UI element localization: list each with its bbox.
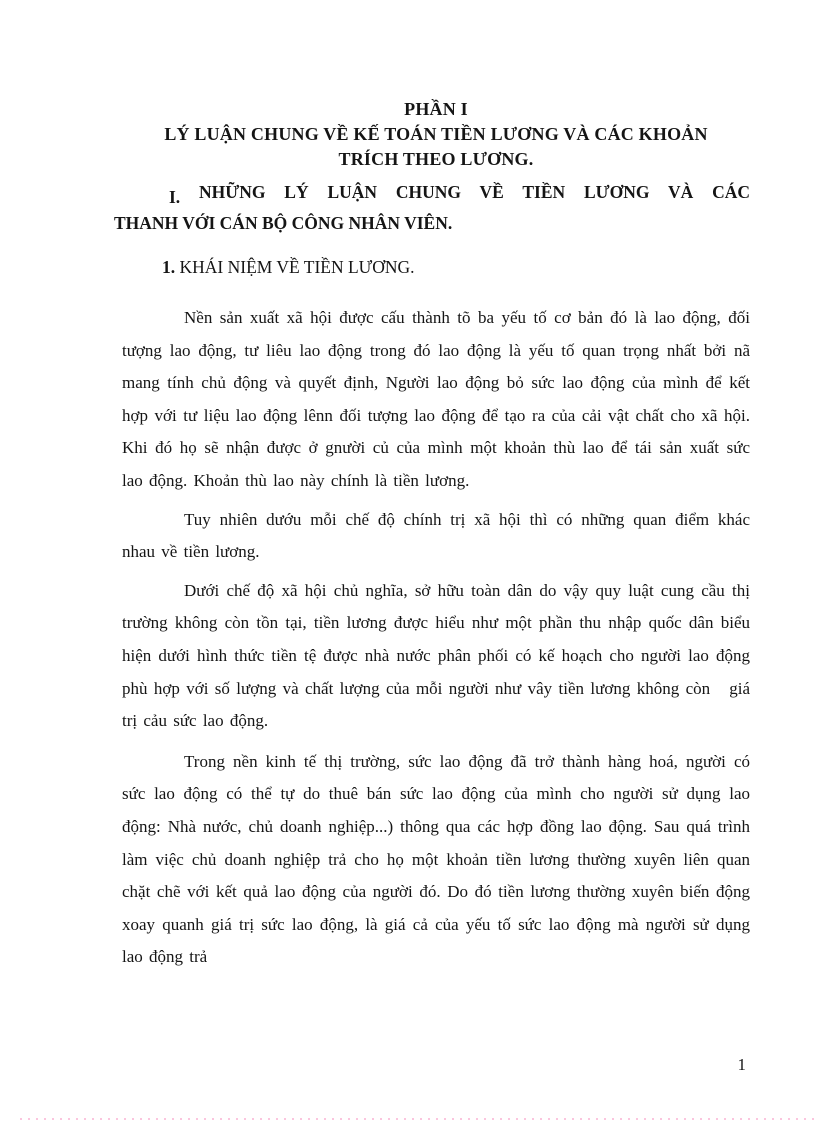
subsection-number: 1. [162, 257, 176, 277]
paragraph-4: Trong nền kinh tế thị trường, sức lao động đã trở thành hàng hoá, người có sức lao động có thể tự do thuê bán sức lao động của mình cho người sử dụng lao động: Nhà nước, chủ doanh nghiệp...) thông qua các hợp đồng lao động. Sau quá trình làm việc chủ doanh nghiệp trả cho họ một khoản tiền lương thường xuyên liên quan chặt chẽ với kết quả lao động của người đó. Do đó tiền lương thường xuyên biến động xoay quanh giá trị sức lao động, là giá cả của yếu tố sức lao động mà người sử dụng lao động trả [122, 751, 750, 967]
section-heading-text: NHỮNG LÝ LUẬN CHUNG VỀ TIỀN LƯƠNG VÀ CÁC [199, 182, 750, 202]
title-line-1: LÝ LUẬN CHUNG VỀ KẾ TOÁN TIỀN LƯƠNG VÀ CÁC KHOẢN [164, 124, 708, 144]
subsection-title: KHÁI NIỆM VỀ TIỀN LƯƠNG. [179, 257, 415, 277]
title-line-2: TRÍCH THEO LƯƠNG. [338, 149, 534, 169]
part-label: PHẦN I [404, 99, 468, 119]
section-heading-line-2: THANH VỚI CÁN BỘ CÔNG NHÂN VIÊN. [114, 213, 453, 233]
section-heading-line-1 [122, 177, 750, 208]
paragraph-1: Nền sản xuất xã hội được cấu thành tõ ba yếu tố cơ bản đó là lao động, đối tượng lao động, tư liêu lao động trong đó lao động là yếu tố quan trọng nhất bởi nã mang tính chủ động và quyết định, Người lao động bỏ sức lao động của mình để kết hợp với tư liệu lao động lênn đối tượng lao động để tạo ra của cải vật chất cho xã hội. Khi đó họ sẽ nhận được ở gnười củ của mình một khoản thù lao để tái sản xuất sức lao động. Khoản thù lao này chính là tiền lương. [122, 308, 750, 490]
subsection-heading [122, 255, 750, 280]
paragraph-2: Tuy nhiên dướu mỗi chế độ chính trị xã hội thì có những quan điểm khác nhau về tiền lương. [122, 509, 750, 562]
section-number: I. [169, 187, 181, 207]
section-heading [114, 177, 750, 239]
paragraph-3: Dưới chế độ xã hội chủ nghĩa, sở hữu toàn dân do vậy quy luật cung cầu thị trường không còn tồn tại, tiền lương được hiểu như một phần thu nhập quốc dân biểu hiện dưới hình thức tiền tệ được nhà nước phân phối có kế hoạch cho người lao động phù hợp với số lượng và chất lượng của mỗi người như vây tiền lương không còn giá trị cảu sức lao động. [122, 580, 750, 731]
footer-dotted-line [20, 1118, 814, 1120]
page-number: 1 [737, 1055, 746, 1074]
document-title [122, 0, 750, 172]
